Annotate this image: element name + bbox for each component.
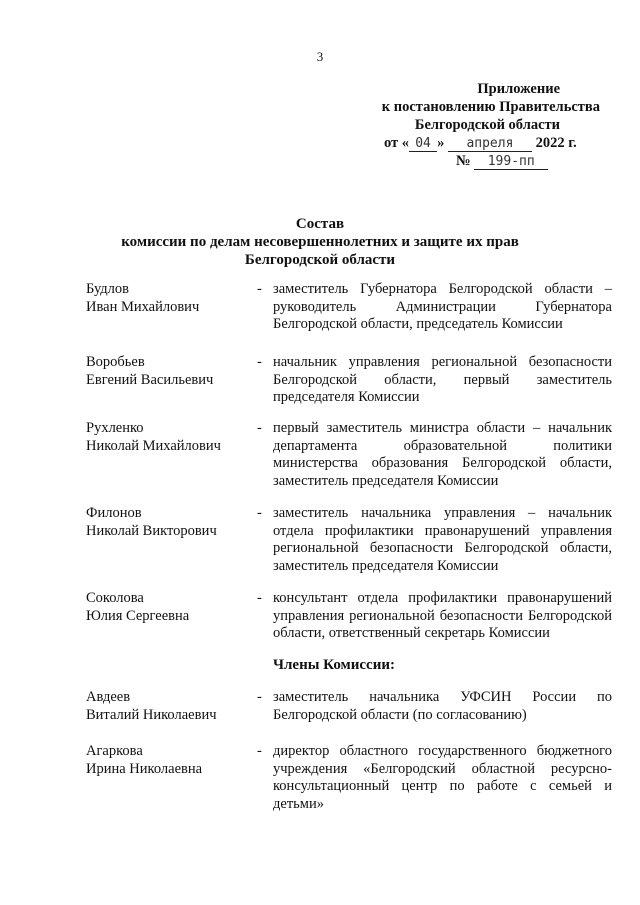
- approval-heading: Приложение: [477, 81, 560, 97]
- decree-number-field: 199-пп: [474, 154, 548, 170]
- member-name: [86, 420, 257, 505]
- member-given-name: Ирина Николаевна: [86, 760, 203, 777]
- date-prefix: от «: [384, 135, 410, 151]
- member-name: [86, 590, 257, 643]
- approval-number-line: [370, 152, 610, 170]
- member-role: директор областного государственного бюджетного учреждения «Белгородский областной ресурсно-консультационный центр по работе с семьей и детьми»: [273, 743, 612, 812]
- member-name: [86, 689, 257, 743]
- member-name: [86, 505, 257, 590]
- date-day-field: 04: [409, 136, 437, 152]
- member-role: начальник управления региональной безопасности Белгородской области, первый заместитель председателя Комиссии: [273, 354, 612, 405]
- member-entry: [86, 354, 612, 420]
- date-month-field: апреля: [448, 136, 532, 152]
- member-role: заместитель начальника УФСИН России по Белгородской области (по согласованию): [273, 689, 612, 723]
- commission-member-entry: [86, 689, 612, 743]
- entry-dash: -: [257, 505, 262, 521]
- commission-member-entry: [86, 743, 612, 813]
- entry-dash: -: [257, 743, 262, 759]
- entry-dash: -: [257, 689, 262, 705]
- number-prefix: №: [456, 153, 471, 169]
- members-heading: Члены Комиссии:: [273, 656, 395, 673]
- member-role: консультант отдела профилактики правонарушений управления региональной безопасности Белгородской области, ответственный секретарь Комиссии: [273, 590, 612, 641]
- member-given-name: Евгений Васильевич: [86, 371, 214, 388]
- member-surname: Воробьев: [86, 354, 145, 370]
- entry-dash: -: [257, 281, 262, 297]
- member-role: заместитель Губернатора Белгородской области – руководитель Администрации Губернатора Белгородской области, председатель Комиссии: [273, 281, 612, 332]
- document-title: [0, 215, 640, 269]
- member-given-name: Николай Михайлович: [86, 437, 221, 454]
- approval-date-line: [370, 134, 610, 152]
- date-mid: »: [437, 135, 445, 151]
- member-surname: Филонов: [86, 505, 142, 521]
- member-surname: Будлов: [86, 281, 130, 297]
- entry-dash: -: [257, 590, 262, 606]
- member-list: [86, 281, 612, 813]
- member-name: [86, 281, 257, 354]
- member-surname: Соколова: [86, 590, 144, 606]
- approval-region-line: Белгородской области: [414, 117, 560, 133]
- member-surname: Агаркова: [86, 743, 143, 759]
- entry-dash: -: [257, 354, 262, 370]
- entry-dash: -: [257, 420, 262, 436]
- member-given-name: Иван Михайлович: [86, 298, 200, 315]
- approval-block: [370, 80, 610, 170]
- member-role: заместитель начальника управления – начальник отдела профилактики правонарушений управления региональной безопасности Белгородской области, заместитель председателя Комиссии: [273, 505, 612, 574]
- member-given-name: Виталий Николаевич: [86, 706, 217, 723]
- member-entry: [86, 505, 612, 590]
- member-name: [86, 743, 257, 813]
- member-name: [86, 354, 257, 420]
- member-given-name: Юлия Сергеевна: [86, 607, 190, 624]
- member-role: первый заместитель министра области – начальник департамента образовательной политики министерства образования Белгородской области, заместитель председателя Комиссии: [273, 420, 612, 489]
- title-line-2: комиссии по делам несовершеннолетних и защите их прав: [121, 234, 519, 250]
- member-entry: [86, 281, 612, 354]
- member-surname: Авдеев: [86, 689, 131, 705]
- approval-decree-line: к постановлению Правительства: [381, 99, 600, 115]
- title-line-1: Состав: [295, 216, 345, 232]
- title-line-3: Белгородской области: [244, 252, 396, 268]
- member-entry: [86, 420, 612, 505]
- date-year: 2022 г.: [535, 135, 577, 151]
- member-surname: Рухленко: [86, 420, 144, 436]
- page-number: 3: [316, 49, 324, 64]
- member-given-name: Николай Викторович: [86, 522, 217, 539]
- member-entry: [86, 590, 612, 643]
